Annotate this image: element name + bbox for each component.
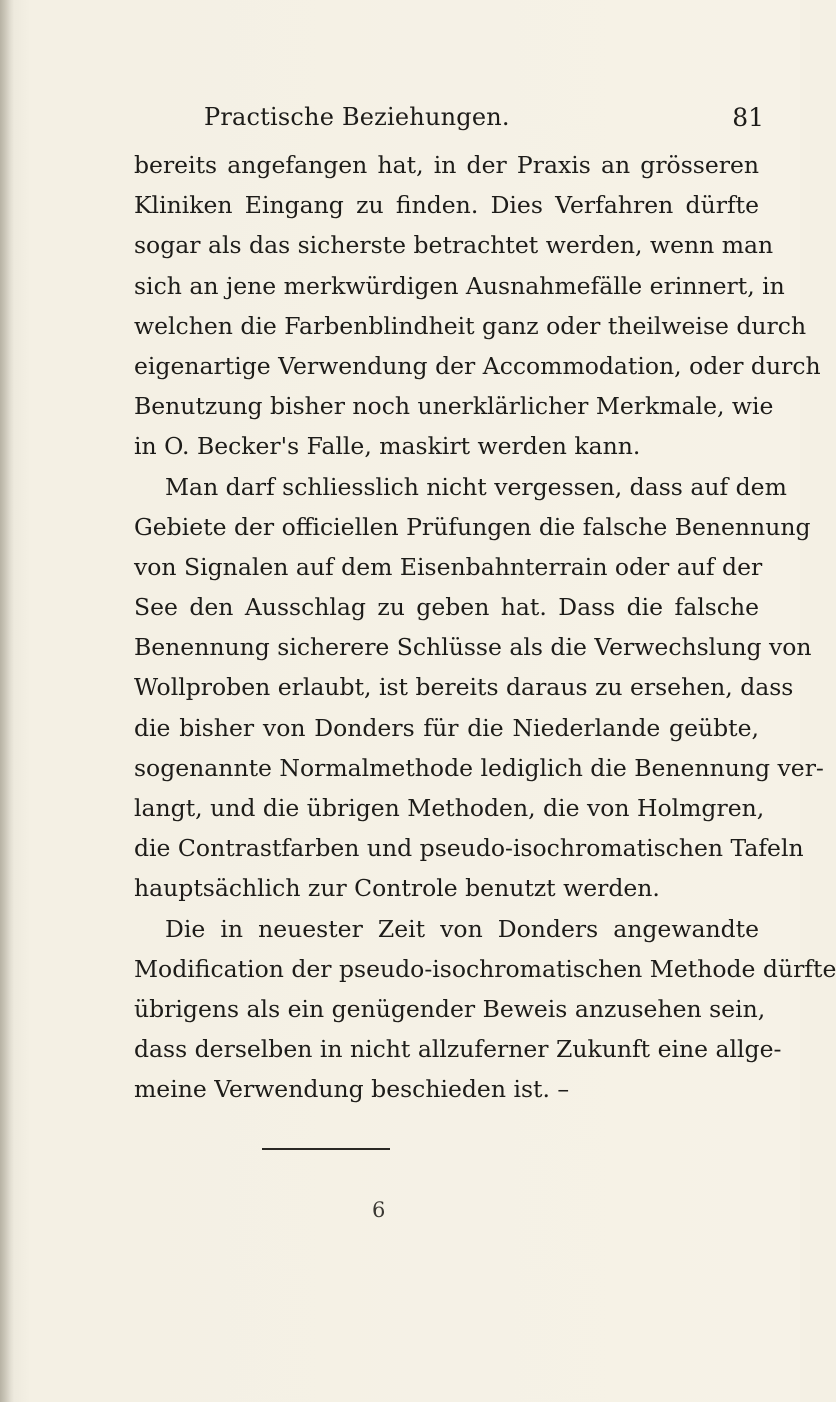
text-line: eigenartige Verwendung der Accommodation, oder durch bbox=[134, 351, 821, 380]
running-title: Practische Beziehungen. bbox=[204, 103, 510, 131]
text-line: Gebiete der officiellen Prüfungen die falsche Benennung bbox=[134, 512, 811, 541]
text-line: Benutzung bisher noch unerklärlicher Merkmale, wie bbox=[134, 392, 774, 421]
paragraph-start-line: Man darf schliesslich nicht vergessen, dass auf dem bbox=[165, 472, 787, 501]
text-line: bereits angefangen hat, in der Praxis an grösseren bbox=[134, 151, 759, 179]
body-text bbox=[134, 145, 836, 1110]
text-line: Wollproben erlaubt, ist bereits daraus zu ersehen, dass bbox=[134, 673, 794, 702]
paragraph-start-line: Die in neuester Zeit von Donders angewandte bbox=[165, 914, 759, 943]
text-line: die Contrastfarben und pseudo-isochromatischen Tafeln bbox=[134, 834, 804, 863]
text-line: Modification der pseudo-isochromatischen Methode dürfte bbox=[134, 954, 836, 983]
section-end-rule bbox=[262, 1148, 390, 1150]
text-line: dass derselben in nicht allzuferner Zukunft eine allge- bbox=[134, 1035, 782, 1064]
text-line: von Signalen auf dem Eisenbahnterrain oder auf der bbox=[134, 552, 763, 581]
page-number: 81 bbox=[732, 103, 764, 132]
text-line: sich an jene merkwürdigen Ausnahmefälle erinnert, in bbox=[134, 271, 785, 300]
text-line: hauptsächlich zur Controle benutzt werden. bbox=[134, 874, 660, 903]
text-line: sogar als das sicherste betrachtet werden, wenn man bbox=[134, 231, 774, 260]
text-line: übrigens als ein genügender Beweis anzusehen sein, bbox=[134, 994, 766, 1023]
text-line: Benennung sicherere Schlüsse als die Verwechslung von bbox=[134, 633, 812, 662]
text-line: Kliniken Eingang zu finden. Dies Verfahren dürfte bbox=[134, 191, 759, 220]
text-line: meine Verwendung beschieden ist. – bbox=[134, 1075, 570, 1104]
binding-shadow bbox=[0, 0, 14, 1402]
text-line: welchen die Farbenblindheit ganz oder theilweise durch bbox=[134, 311, 807, 340]
running-head bbox=[204, 103, 764, 143]
signature-mark: 6 bbox=[372, 1198, 386, 1222]
text-line: See den Ausschlag zu geben hat. Dass die falsche bbox=[134, 593, 759, 622]
text-line: die bisher von Donders für die Niederlande geübte, bbox=[134, 713, 759, 742]
text-line: in O. Becker's Falle, maskirt werden kann. bbox=[134, 432, 641, 461]
text-line: sogenannte Normalmethode lediglich die Benennung ver- bbox=[134, 753, 824, 782]
text-line: langt, und die übrigen Methoden, die von Holmgren, bbox=[134, 794, 765, 822]
